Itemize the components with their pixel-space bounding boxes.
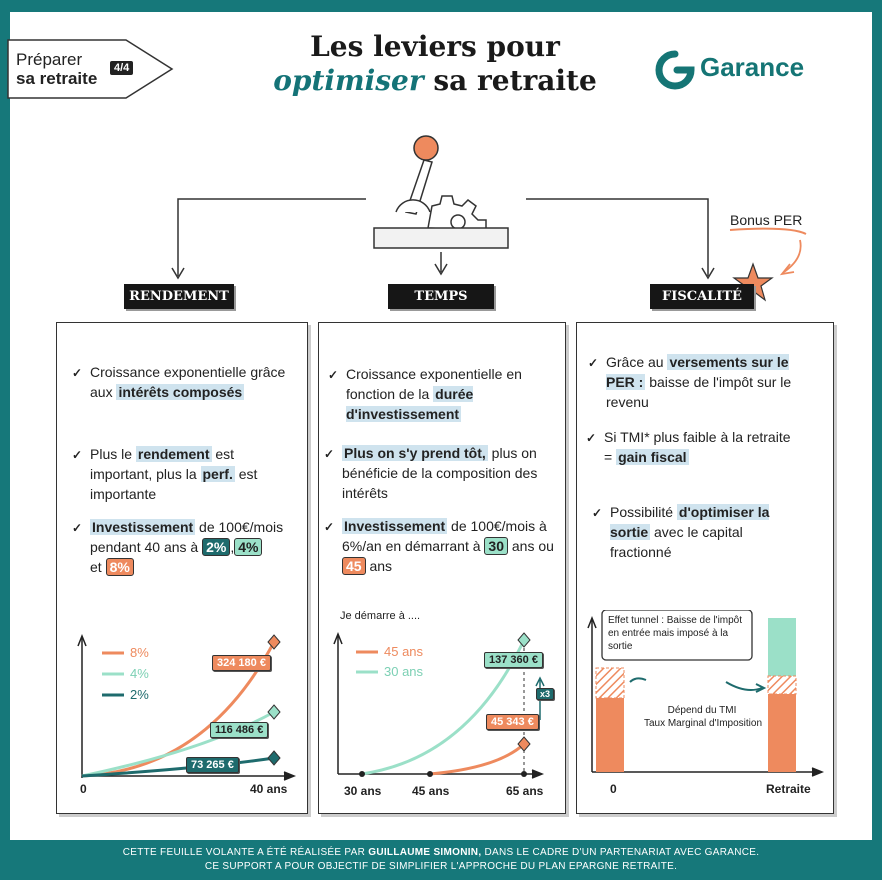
fiscalite-bullet-3 [592,502,800,562]
age-45-pill: 45 [342,557,366,575]
footer-line1: CETTE FEUILLE VOLANTE A ÉTÉ RÉALISÉE PAR [122,847,369,858]
check-icon: ✓ [588,356,599,370]
temps-b2-highlight: Plus on s'y prend tôt, [344,445,486,461]
rendement-b1-highlight: intérêts composés [118,384,243,400]
check-icon: ✓ [592,506,603,520]
temps-bullet-3 [324,516,557,576]
temps-b3-post: ans [365,558,393,574]
rendement-b2-highlight1: rendement [137,446,210,462]
effet-tunnel-note: Effet tunnel : Baisse de l'impôt en entrée mais imposé à la sortie [608,615,743,652]
fiscalite-bullet-1 [588,352,802,412]
tag-line2: sa retraite [16,69,98,88]
value-4-label: 116 486 € [210,722,268,738]
value-45-label: 45 343 € [486,714,539,730]
rendement-b3-highlight: Investissement [92,519,194,535]
value-30-label: 137 360 € [484,652,543,668]
fiscalite-b1-post: baisse de l'impôt sur le revenu [606,374,792,410]
rendement-b2-post: est importante [90,466,258,502]
temps-b1-text: Croissance exponentielle en fonction de la [346,366,522,402]
temps-bullet-1 [328,364,551,424]
rendement-bullet-1 [72,362,290,402]
footer-line1-post: DANS LE CADRE D'UN PARTENARIAT AVEC GARANCE. [481,847,760,858]
fiscalite-x-start: 0 [610,782,617,796]
lever-illustration [0,0,882,320]
temps-x-30: 30 ans [344,784,382,798]
legend-2: 2% [130,687,149,702]
fiscalite-b3-post: avec le capital fractionné [610,524,743,560]
check-icon: ✓ [72,366,83,380]
title-emphasis: optimiser [273,64,424,97]
temps-x-45: 45 ans [412,784,450,798]
title-line1: Les leviers pour [310,30,560,63]
rendement-bullet-3 [72,517,290,577]
temps-bullet-2 [324,443,557,503]
legend-45-ans: 45 ans [384,644,424,659]
fiscalite-b3-text: Possibilité [610,504,677,520]
rendement-b2-mid: est important, plus la [90,446,235,482]
check-icon: ✓ [72,521,83,535]
rendement-b3-text: de 100€/mois pendant 40 ans à [90,519,284,555]
temps-x-65: 65 ans [506,784,544,798]
fiscalite-b3-highlight: d'optimiser la sortie [610,504,770,540]
rate-8-pill: 8% [106,558,134,576]
tmi-note-2: Taux Marginal d'Imposition [643,718,763,729]
temps-b3-text: de 100€/mois à 6%/an en démarrant à [342,518,547,554]
fiscalite-bullet-2 [586,427,800,467]
fiscalite-b2-highlight: gain fiscal [618,449,687,465]
bonus-per-note: Bonus PER [730,212,803,228]
check-icon: ✓ [72,448,83,462]
section-label-fiscalite: FISCALITÉ [650,284,754,309]
fiscalite-x-end: Retraite [766,782,811,796]
section-label-rendement: RENDEMENT [124,284,234,309]
legend-8: 8% [130,645,149,660]
rendement-b3-sep: , [230,539,235,555]
fiscalite-b1-text: Grâce au [606,354,668,370]
temps-chart-title: Je démarre à .... [340,610,421,622]
legend-4: 4% [130,666,149,681]
temps-b3-or: ans ou [508,538,554,554]
age-30-pill: 30 [484,537,508,555]
footer-author: GUILLAUME SIMONIN, [368,847,482,858]
check-icon: ✓ [324,520,335,534]
brand-name: Garance [700,52,805,82]
rate-2-pill: 2% [202,538,230,556]
temps-b2-text: plus on bénéficie de la composition des intérêts [342,445,538,501]
fiscalite-b2-text: Si TMI* plus faible à la retraite = [604,429,791,465]
value-8-label: 324 180 € [212,655,271,671]
section-label-temps: TEMPS [388,284,494,309]
check-icon: ✓ [328,368,339,382]
check-icon: ✓ [324,447,335,461]
multiplier-badge: x3 [536,688,554,700]
title-line2: sa retraite [423,64,597,97]
check-icon: ✓ [586,431,597,445]
tag-badge: 4/4 [110,61,133,75]
rendement-x-end: 40 ans [250,782,288,796]
temps-b1-highlight: durée d'investissement [346,386,474,422]
value-2-label: 73 265 € [186,757,239,773]
footer [0,846,882,874]
rendement-b3-and: et [90,559,106,575]
rendement-b1-text: Croissance exponentielle grâce aux [90,364,286,400]
tag-line1: Préparer [16,50,83,69]
footer-line2: CE SUPPORT A POUR OBJECTIF DE SIMPLIFIER L'APPROCHE DU PLAN EPARGNE RETRAITE. [204,861,678,872]
rendement-bullet-2 [72,444,280,504]
temps-b3-highlight: Investissement [344,518,446,534]
fiscalite-b1-highlight: versements sur le PER : [606,354,789,390]
rate-4-pill: 4% [234,538,262,556]
rendement-b2-text: Plus le [90,446,136,462]
rendement-x-start: 0 [80,782,87,796]
legend-30-ans: 30 ans [384,664,424,679]
rendement-b2-highlight2: perf. [202,466,233,482]
tmi-note-1: Dépend du TMI [667,705,737,716]
